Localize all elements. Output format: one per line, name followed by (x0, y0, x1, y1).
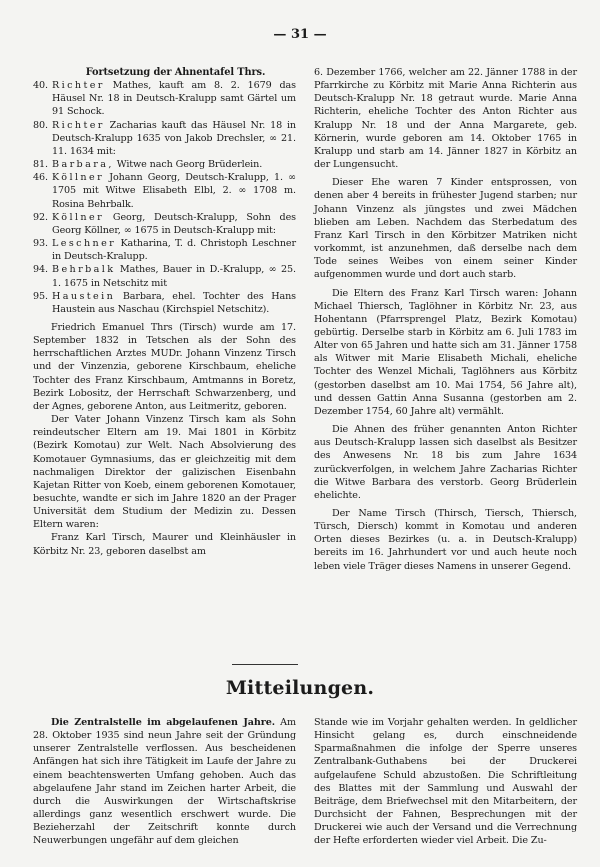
entry-number: 94. (33, 264, 48, 276)
paragraph: Die Eltern des Franz Karl Tirsch waren: Johann Michael Thiersch, Taglöhner in Körbitz Nr. 23, aus Hohentann (Pfarrsprengel Platz, Bezirk Komotau) gebürtig. Derselbe starb in Körbitz am 6. Juli 1783 im Alter von 65 Jahren und hatte sich am 31. Jänner 1758 als Witwer mit Marie Elisabeth Michali, eheliche Tochter des Wenzel Michali, Taglöhners aus Körbitz (gestorben daselbst am 10. Mai 1754, 56 Jahre alt), und dessen Gattin Anna Susanna (gestorben am 2. Dezember 1754, 60 Jahre alt) vermählt. (314, 287, 577, 417)
entry-number: 80. (33, 119, 48, 131)
paragraph: Franz Karl Tirsch, Maurer und Kleinhäusler in Körbitz Nr. 23, geboren daselbst am (33, 532, 296, 557)
entry-number: 46. (33, 172, 48, 184)
entry-name: Behrbalk (52, 264, 116, 276)
entry-number: 81. (33, 159, 48, 171)
ancestor-entry (33, 211, 296, 237)
entry-text: Katharina, T. d. Christoph Leschner in Deutsch-Kralupp. (52, 238, 296, 263)
entry-name: Köllner (52, 172, 105, 184)
left-column (33, 66, 296, 558)
section-divider (232, 664, 298, 665)
entry-name: Richter (52, 119, 105, 131)
entry-text: Mathes, Bauer in D.-Kralupp, ∞ 25. 1. 1675 in Netschitz mit (52, 264, 296, 289)
subheading: Die Zentralstelle im abgelaufenen Jahre. (51, 717, 275, 728)
page-number: — 31 — (273, 27, 327, 42)
section-right-column (314, 716, 577, 848)
entry-name: Richter (52, 80, 105, 92)
ancestor-entry (33, 79, 296, 118)
entry-text: Mathes, kauft am 8. 2. 1679 das Häusel Nr. 18 in Deutsch-Kralupp samt Gärtel um 91 Schock. (52, 80, 296, 118)
entry-text: Witwe nach Georg Brüderlein. (113, 159, 263, 171)
ancestor-entry (33, 263, 296, 289)
entry-name: Köllner (52, 211, 105, 223)
paragraph: Der Name Tirsch (Thirsch, Tiersch, Thiersch, Türsch, Diersch) kommt in Komotau und anderen Orten dieses Bezirkes (u. a. in Deutsch-Kralupp) bereits im 16. Jahrhundert vor und auch heute noch leben viele Träger dieses Namens in unserer Gegend. (314, 508, 577, 572)
entry-text: Johann Georg, Deutsch-Kralupp, 1. ∞ 1705 mit Witwe Elisabeth Elbl, 2. ∞ 1708 m. Rosina Behrbalk. (52, 172, 296, 210)
paragraph-text: Am 28. Oktober 1935 sind neun Jahre seit der Gründung unserer Zentralstelle verflossen. Aus bescheidenen Anfängen hat sich ihre Tätigkeit im Laufe der Jahre zu einem beachtenswerten Umfang gehoben. Auch das abgelaufene Jahr stand im Zeichen harter Arbeit, die durch die Auswirkungen der Wirtschaftskrise allerdings ganz wesentlich erschwert wurde. Die Bezieherzahl der Zeitschrift konnte durch Neuwerbungen ungefähr auf dem gleichen (33, 717, 296, 847)
section-left-column (33, 716, 296, 848)
entry-name: Barbara, (52, 159, 114, 171)
entry-name: Leschner (52, 238, 117, 250)
paragraph (33, 716, 296, 848)
paragraph: Dieser Ehe waren 7 Kinder entsprossen, von denen aber 4 bereits in frühester Jugend starben; nur Johann Vinzenz als jüngstes und zwei Mädchen blieben am Leben. Nachdem das Sterbedatum des Franz Karl Tirsch in den Körbitzer Matriken nicht vorkommt, ist anzunehmen, daß derselbe nach dem Tode seines Weibes von einem seiner Kinder aufgenommen wurde und dort auch starb. (314, 177, 577, 281)
paragraph: 6. Dezember 1766, welcher am 22. Jänner 1788 in der Pfarrkirche zu Körbitz mit Marie Anna Richterin aus Deutsch-Kralupp Nr. 18 getraut wurde. Marie Anna Richterin, eheliche Tochter des Anton Richter aus Kralupp Nr. 18 und der Anna Margarete, geb. Körnerin, wurde geboren am 14. Oktober 1765 in Kralupp und starb am 14. Jänner 1827 in Körbitz an der Lungensucht. (314, 67, 577, 171)
ancestor-entry (33, 237, 296, 263)
entry-number: 95. (33, 290, 48, 302)
entry-text: Zacharias kauft das Häusel Nr. 18 in Deutsch-Kralupp 1635 von Jakob Drechsler, ∞ 21. 11. 1634 mit: (52, 119, 296, 157)
entry-text: Barbara, ehel. Tochter des Hans Haustein aus Naschau (Kirchspiel Netschitz). (52, 290, 296, 315)
entry-number: 93. (33, 238, 48, 250)
ancestor-entry (33, 171, 296, 210)
ancestor-entry (33, 119, 296, 158)
ancestry-table-heading: Fortsetzung der Ahnentafel Thrs. (85, 67, 266, 78)
entry-text: Georg, Deutsch-Kralupp, Sohn des Georg Köllner, ∞ 1675 in Deutsch-Kralupp mit: (52, 211, 296, 236)
paragraph: Der Vater Johann Vinzenz Tirsch kam als Sohn reindeutscher Eltern am 19. Mai 1801 in Körbitz (Bezirk Komotau) zur Welt. Nach Absolvierung des Komotauer Gymnasiums, das er gleichzeitig mit dem nachmaligen Direktor der galizischen Eisenbahn Kajetan Ritter von Koeb, einem geborenen Komotauer, besuchte, wandte er sich im Jahre 1820 an der Prager Universität dem Studium der Medizin zu. Dessen Eltern waren: (33, 414, 296, 531)
paragraph: Friedrich Emanuel Thrs (Tirsch) wurde am 17. September 1832 in Tetschen als der Sohn des herrschaftlichen Arztes MUDr. Johann Vinzenz Tirsch und der Vinzenzia, geborene Kirschbaum, eheliche Tochter des Franz Kirschbaum, Amtmanns in Boretz, Bezirk Lobositz, der Herrschaft Schwarzenberg, und der Agnes, geborene Anton, aus Leitmeritz, geboren. (33, 321, 296, 412)
entry-number: 92. (33, 211, 48, 223)
paragraph: Stande wie im Vorjahr gehalten werden. In geldlicher Hinsicht gelang es, durch einschneidende Sparmaßnahmen die infolge der Sperre unseres Zentralbank-Guthabens bei der Druckerei aufgelaufene Schuld abzustoßen. Die Schriftleitung des Blattes mit der Sammlung und Auswahl der Beiträge, dem Briefwechsel mit den Mitarbeitern, der Durchsicht der Fahnen, Besprechungen mit der Druckerei wie auch der Versand und die Verrechnung der Hefte erforderten wieder viel Arbeit. Die Zu- (314, 717, 577, 847)
right-column (314, 66, 577, 573)
ancestor-entry (33, 290, 296, 316)
section-title: Mitteilungen. (225, 677, 375, 699)
paragraph: Die Ahnen des früher genannten Anton Richter aus Deutsch-Kralupp lassen sich daselbst als Besitzer des Anwesens Nr. 18 bis zum Jahre 1634 zurückverfolgen, in welchem Jahre Zacharias Richter die Witwe Barbara des verstorb. Georg Brüderlein ehelichte. (314, 424, 577, 501)
ancestor-entry (33, 158, 296, 171)
entry-name: Haustein (52, 290, 116, 302)
entry-number: 40. (33, 80, 48, 92)
